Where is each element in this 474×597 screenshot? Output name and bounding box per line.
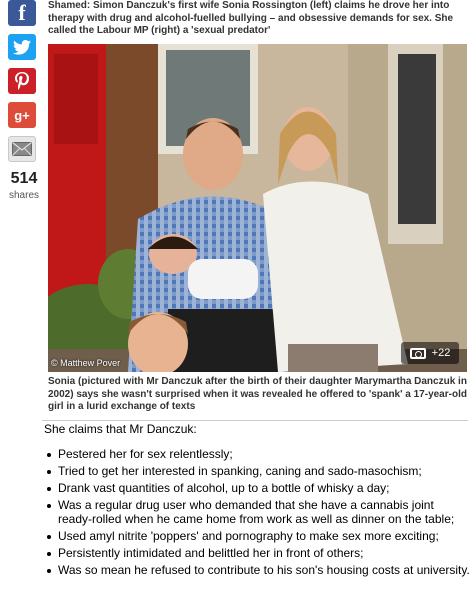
list-item: Was a regular drug user who demanded that she have a cannabis joint ready-rolled when he came home from work as well as dinner on the table;	[44, 498, 470, 526]
photo-illustration	[48, 44, 467, 372]
divider	[42, 420, 468, 421]
article-body	[44, 422, 470, 580]
pinterest-icon	[15, 72, 29, 90]
article-photo[interactable]	[48, 44, 467, 372]
article-intro: She claims that Mr Danczuk:	[44, 422, 197, 436]
gallery-count: +22	[431, 347, 451, 359]
share-sidebar	[8, 0, 38, 170]
googleplus-share-button[interactable]	[8, 102, 36, 128]
top-caption: Shamed: Simon Danczuk's first wife Sonia Rossington (left) claims he drove her into therapy with drug and alcohol-fuelled bullying – and obsessive demands for sex. She called the Labour MP (right) a 'sexual predator'	[48, 0, 454, 37]
photo-caption: Sonia (pictured with Mr Danczuk after the birth of their daughter Marymartha Danczuk in 2002) says she wasn't surprised when it was revealed he offered to 'spank' a 17-year-old girl in a lurid exchange of texts	[48, 376, 467, 413]
facebook-icon: f	[18, 0, 26, 25]
gallery-button[interactable]	[401, 342, 459, 364]
email-icon	[12, 142, 32, 156]
pinterest-share-button[interactable]	[8, 68, 36, 94]
list-item: Tried to get her interested in spanking, caning and sado-masochism;	[44, 464, 470, 478]
googleplus-icon: g+	[14, 107, 30, 123]
list-item: Used amyl nitrite 'poppers' and pornography to make sex more exciting;	[44, 529, 470, 543]
list-item: Was so mean he refused to contribute to his son's housing costs at university.	[44, 563, 470, 577]
facebook-share-button[interactable]	[8, 0, 36, 26]
photo-credit: © Matthew Pover	[51, 358, 121, 368]
list-item: Pestered her for sex relentlessly;	[44, 447, 470, 461]
share-count-label: shares	[8, 190, 39, 201]
email-share-button[interactable]	[8, 136, 36, 162]
claims-list	[44, 447, 470, 577]
list-item: Persistently intimidated and belittled her in front of others;	[44, 546, 470, 560]
share-count	[6, 170, 42, 201]
camera-icon	[410, 348, 426, 359]
list-item: Drank vast quantities of alcohol, up to a bottle of whisky a day;	[44, 481, 470, 495]
twitter-share-button[interactable]	[8, 34, 36, 60]
share-count-number: 514	[10, 170, 38, 187]
twitter-icon	[13, 40, 31, 55]
